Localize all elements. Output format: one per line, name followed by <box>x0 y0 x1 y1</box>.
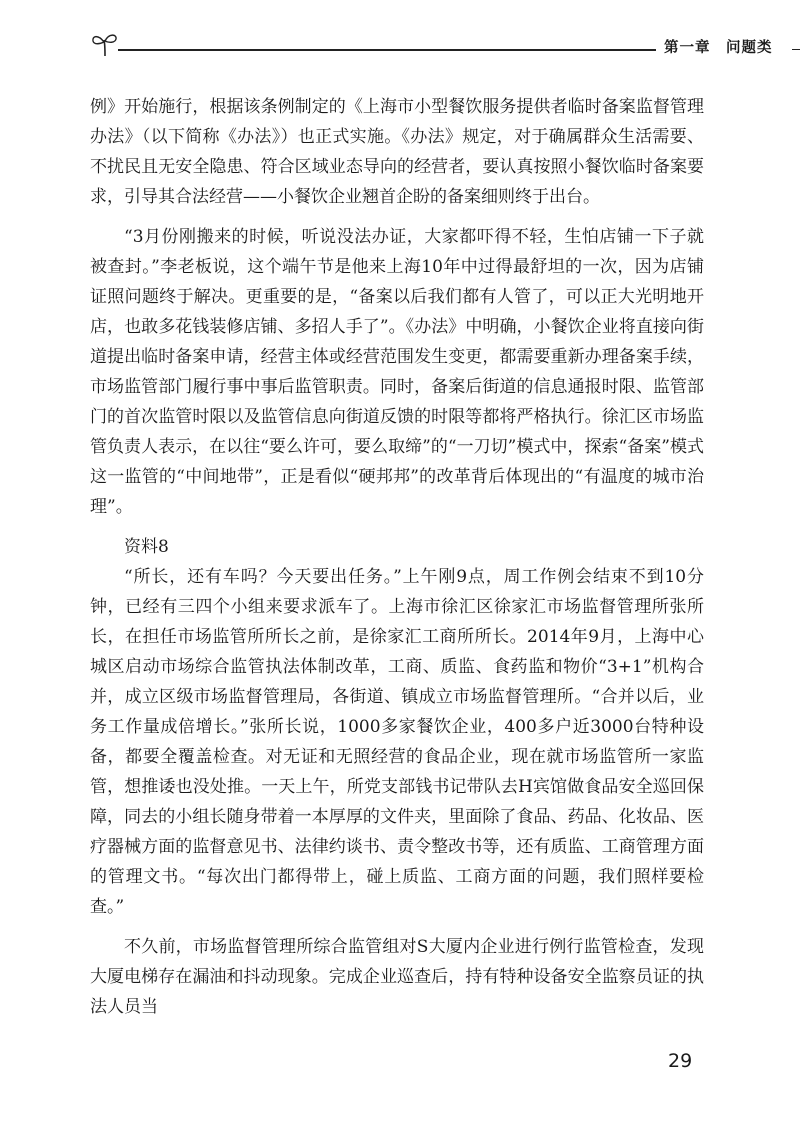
paragraph-1: 例》开始施行，根据该条例制定的《上海市小型餐饮服务提供者临时备案监督管理办法》（以下简称《办法》）也正式实施。《办法》规定，对于确属群众生活需要、不扰民且无安全隐患、符合区域业态导向的经营者，要认真按照小餐饮临时备案要求，引导其合法经营——小餐饮企业翘首企盼的备案细则终于出台。 <box>90 97 704 207</box>
page-body <box>90 92 704 1022</box>
header-rule-left <box>118 49 656 51</box>
sprout-icon <box>90 30 120 58</box>
chapter-title: 第一章 问题类 <box>664 40 773 56</box>
page-number: 29 <box>668 1050 693 1072</box>
paragraph-3: “所长，还有车吗？今天要出任务。”上午刚9点，周工作例会结束不到10分钟，已经有三四个小组来要求派车了。上海市徐汇区徐家汇市场监督管理所张所长，在担任市场监管所所长之前，是徐家汇工商所所长。2014年9月，上海中心城区启动市场综合监管执法体制改革，工商、质监、食药监和物价“3+1”机构合并，成立区级市场监督管理局，各街道、镇成立市场监督管理所。“合并以后，业务工作量成倍增长。”张所长说，1000多家餐饮企业，400多户近3000台特种设备，都要全覆盖检查。对无证和无照经营的食品企业，现在就市场监管所一家监管，想推诿也没处推。一天上午，所党支部钱书记带队去H宾馆做食品安全巡回保障，同去的小组长随身带着一本厚厚的文件夹，里面除了食品、药品、化妆品、医疗器械方面的监督意见书、法律约谈书、责令整改书等，还有质监、工商管理方面的管理文书。“每次出门都得带上，碰上质监、工商方面的问题，我们照样要检查。” <box>90 567 704 917</box>
paragraph-2: “3月份刚搬来的时候，听说没法办证，大家都吓得不轻，生怕店铺一下子就被查封。”李老板说，这个端午节是他来上海10年中过得最舒坦的一次，因为店铺证照问题终于解决。更重要的是，“备案以后我们都有人管了，可以正大光明地开店，也敢多花钱装修店铺、多招人手了”。《办法》中明确，小餐饮企业将直接向街道提出临时备案申请，经营主体或经营范围发生变更，都需要重新办理备案手续，市场监管部门履行事中事后监管职责。同时，备案后街道的信息通报时限、监管部门的首次监管时限以及监管信息向街道反馈的时限等都将严格执行。徐汇区市场监管负责人表示，在以往“要么许可，要么取缔”的“一刀切”模式中，探索“备案”模式这一监管的“中间地带”，正是看似“硬邦邦”的改革背后体现出的“有温度的城市治理”。 <box>90 227 704 517</box>
header-rule-right <box>792 49 800 50</box>
page-header <box>90 28 780 62</box>
section-title: 资料8 <box>124 537 169 557</box>
paragraph-4: 不久前，市场监督管理所综合监管组对S大厦内企业进行例行监管检查，发现大厦电梯存在漏油和抖动现象。完成企业巡查后，持有特种设备安全监察员证的执法人员当 <box>90 937 704 1017</box>
